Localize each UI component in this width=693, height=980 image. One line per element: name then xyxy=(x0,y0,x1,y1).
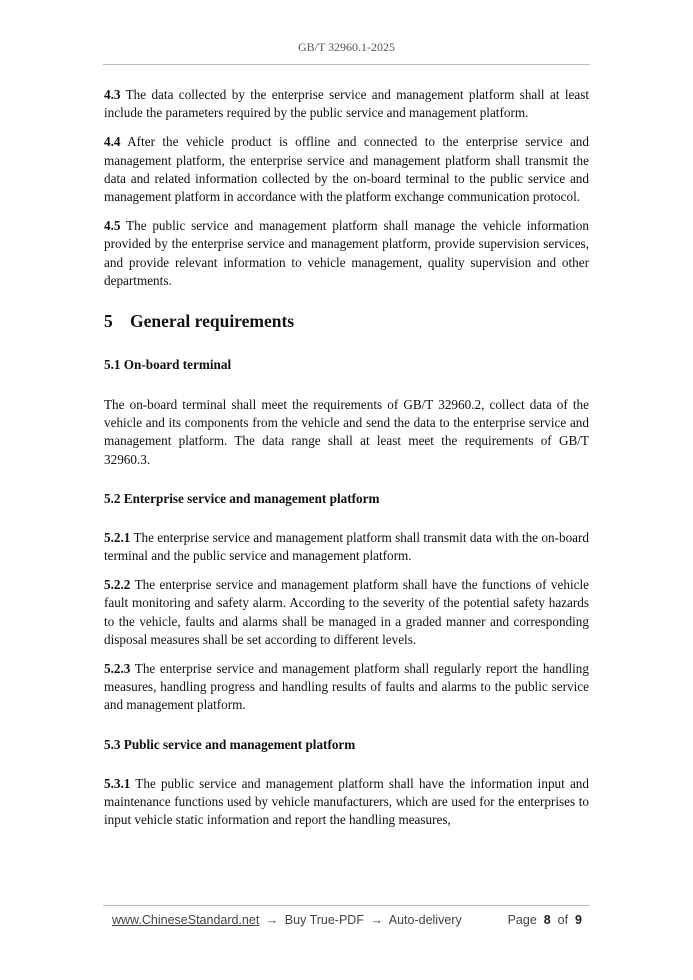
clause-5-2-1 xyxy=(104,529,589,565)
footer-divider xyxy=(103,905,590,906)
clause-number: 4.5 xyxy=(104,218,121,234)
subsection-5-1-text: The on-board terminal shall meet the requirements of GB/T 32960.2, collect data of the vehicle and its components from the vehicle and send the data to the enterprise service and management platform. The data range shall at least meet the requirements of GB/T 32960.3. xyxy=(104,397,589,467)
section-number: 5 xyxy=(104,311,113,332)
clause-text: After the vehicle product is offline and connected to the enterprise service and management platform, the enterprise service and management platform shall transmit the data and related information collected by the on-board terminal to the public service and management platform in accordance with the platform exchange communication protocol. xyxy=(104,134,589,205)
page-total: 9 xyxy=(575,913,582,927)
page-content xyxy=(104,86,589,829)
section-5-heading xyxy=(104,310,589,332)
page-current: 8 xyxy=(543,913,551,927)
clause-number: 5.2.2 xyxy=(104,577,131,593)
auto-delivery-text: Auto-delivery xyxy=(388,913,462,927)
clause-number: 5.3.1 xyxy=(104,775,131,791)
clause-number: 4.3 xyxy=(104,87,121,102)
clause-5-3-1 xyxy=(104,775,589,830)
clause-text: The public service and management platform shall manage the vehicle information provided by the enterprise service and management platform, provide supervision services, and provide relevant information to vehicle management, quality supervision and other departments. xyxy=(104,218,589,288)
subsection-5-2-heading: 5.2 Enterprise service and management platform xyxy=(104,490,380,506)
clause-text: The enterprise service and management platform shall regularly report the handling measures, handling progress and handling results of faults and alarms to the public service and management platform. xyxy=(104,661,589,713)
subsection-5-3-heading: 5.3 Public service and management platform xyxy=(104,736,356,752)
page-label: Page xyxy=(507,913,537,927)
buy-pdf-text: Buy True-PDF xyxy=(284,913,364,927)
site-link[interactable]: www.ChineseStandard.net xyxy=(112,913,260,927)
clause-4-3 xyxy=(104,86,589,122)
clause-text: The enterprise service and management platform shall have the functions of vehicle fault monitoring and safety alarm. According to the severity of the potential safety hazards to the vehicle, faults and alarms shall be managed in a graded manner and corresponding disposal measures shall be set according to different levels. xyxy=(104,577,589,647)
clause-text: The enterprise service and management platform shall transmit data with the on-board terminal and the public service and management platform. xyxy=(104,529,589,564)
page-indicator xyxy=(508,913,582,927)
clause-text: The data collected by the enterprise service and management platform shall at least include the parameters required by the public service and management platform. xyxy=(104,87,589,121)
clause-number: 5.2.3 xyxy=(104,661,131,677)
of-label: of xyxy=(557,913,569,927)
page-header: GB/T 32960.1-2025 xyxy=(297,40,396,54)
clause-4-4 xyxy=(104,133,589,206)
footer-links xyxy=(112,913,462,927)
clause-5-2-3 xyxy=(104,660,589,715)
header-divider xyxy=(103,64,590,65)
clause-number: 5.2.1 xyxy=(104,529,131,545)
arrow-right-icon: → xyxy=(370,913,383,927)
clause-number: 4.4 xyxy=(104,134,121,150)
clause-5-2-2 xyxy=(104,576,589,649)
page-footer xyxy=(112,913,582,931)
clause-text: The public service and management platform shall have the information input and maintenance functions used by vehicle manufacturers, which are used for the enterprises to input vehicle static information and report the handling measures, xyxy=(104,775,589,828)
arrow-right-icon: → xyxy=(265,913,279,927)
section-title: General requirements xyxy=(130,311,295,332)
subsection-5-1-heading: 5.1 On-board terminal xyxy=(104,357,232,373)
clause-4-5 xyxy=(104,217,589,290)
